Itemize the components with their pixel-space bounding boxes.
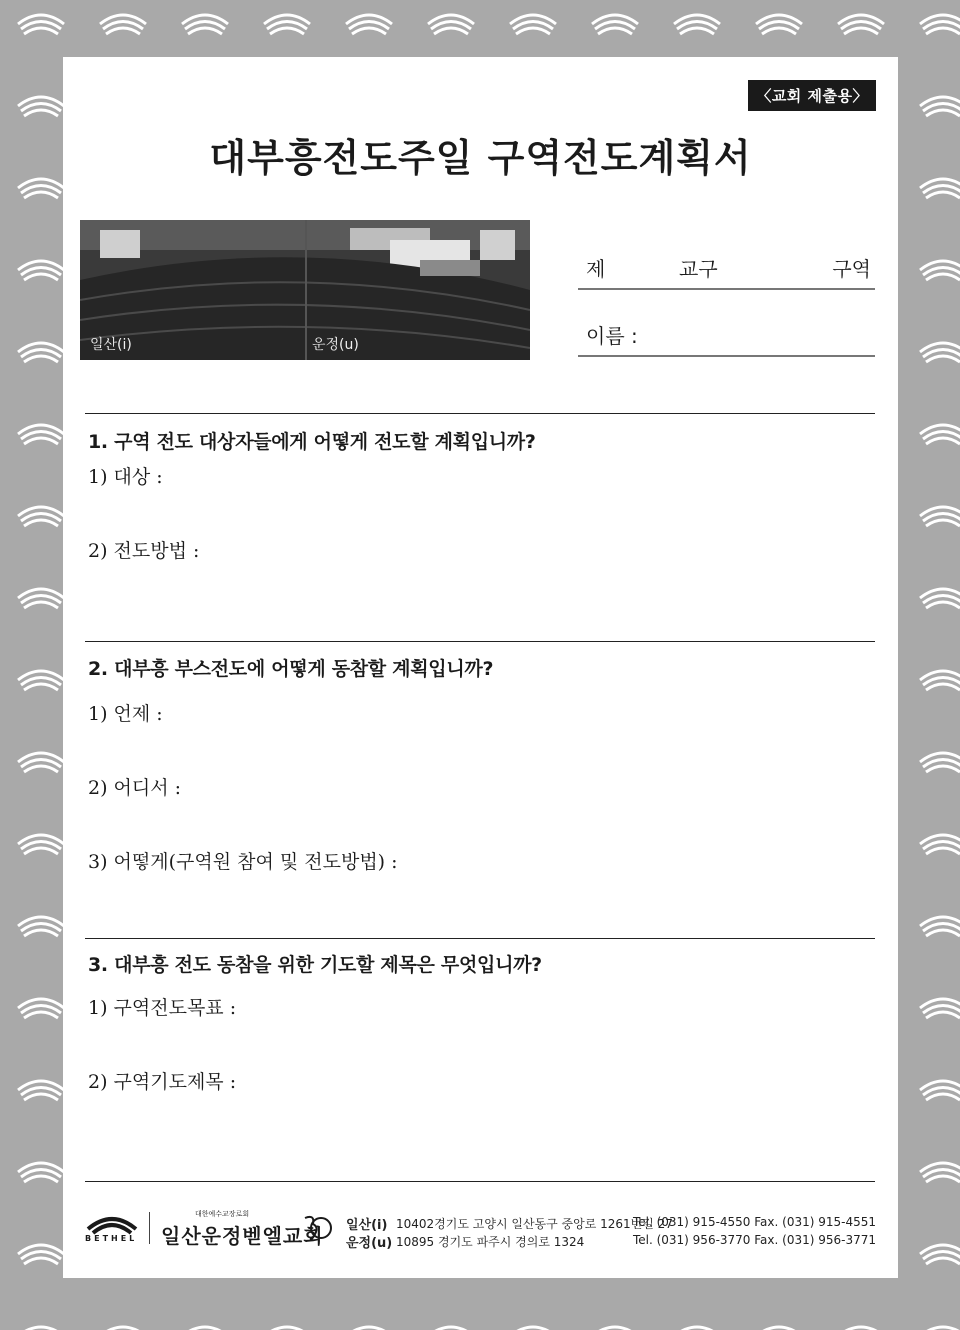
- footer-divider: [85, 1181, 875, 1182]
- district-info: [578, 252, 875, 290]
- unjeong-address: 10895 경기도 파주시 경의로 1324: [396, 1235, 585, 1249]
- answer-3-2[interactable]: 2) 구역기도제목 :: [88, 1071, 237, 1093]
- answer-1-1[interactable]: 1) 대상 :: [88, 466, 163, 488]
- question-1: 1. 구역 전도 대상자들에게 어떻게 전도할 계획입니까?: [88, 431, 536, 453]
- answer-2-3[interactable]: 3) 어떻게(구역원 참여 및 전도방법) :: [88, 851, 398, 873]
- footer-separator: [149, 1212, 150, 1244]
- name-row[interactable]: [578, 319, 875, 357]
- photo-caption-ilsan: 일산(i): [90, 337, 132, 353]
- form-sheet: [63, 57, 898, 1278]
- question-3: 3. 대부흥 전도 동참을 위한 기도할 제목은 무엇입니까?: [88, 954, 542, 976]
- district-row: [578, 252, 875, 290]
- answer-1-2[interactable]: 2) 전도방법 :: [88, 540, 200, 562]
- guyeok-label: 구역: [832, 257, 871, 281]
- name-label: 이름 :: [586, 324, 638, 348]
- section-divider: [85, 641, 875, 642]
- name-info: [578, 319, 875, 357]
- unjeong-contact: Tel. (031) 956-3770 Fax. (031) 956-3771: [632, 1233, 876, 1247]
- church-emblem-icon: [299, 1212, 333, 1244]
- bethel-wordmark: BETHEL: [85, 1234, 138, 1243]
- page-title: 대부흥전도주일 구역전도계획서: [209, 136, 752, 180]
- answer-2-1[interactable]: 1) 언제 :: [88, 703, 163, 725]
- answer-2-2[interactable]: 2) 어디서 :: [88, 777, 182, 799]
- ilsan-label: 일산(i): [346, 1218, 388, 1233]
- church-name: 일산운정벧엘교회: [161, 1224, 324, 1248]
- denomination-label: 대한예수교장로회: [195, 1210, 250, 1218]
- church-photo: [80, 220, 530, 360]
- photo-caption-unjeong: 운정(u): [312, 337, 359, 353]
- ilsan-address: 10402경기도 고양시 일산동구 중앙로 1261번길 27: [396, 1217, 673, 1231]
- gyogu-label: 교구: [679, 257, 718, 281]
- section-divider: [85, 938, 875, 939]
- ilsan-contact: Tel. (031) 915-4550 Fax. (031) 915-4551: [632, 1215, 876, 1229]
- answer-3-1[interactable]: 1) 구역전도목표 :: [88, 997, 237, 1019]
- submission-badge: 〈교회 제출용〉: [748, 80, 876, 111]
- section-divider: [85, 413, 875, 414]
- unjeong-label: 운정(u): [346, 1236, 393, 1251]
- bethel-logo-icon: [85, 1207, 139, 1235]
- question-2: 2. 대부흥 부스전도에 어떻게 동참할 계획입니까?: [88, 658, 494, 680]
- je-label: 제: [586, 257, 606, 281]
